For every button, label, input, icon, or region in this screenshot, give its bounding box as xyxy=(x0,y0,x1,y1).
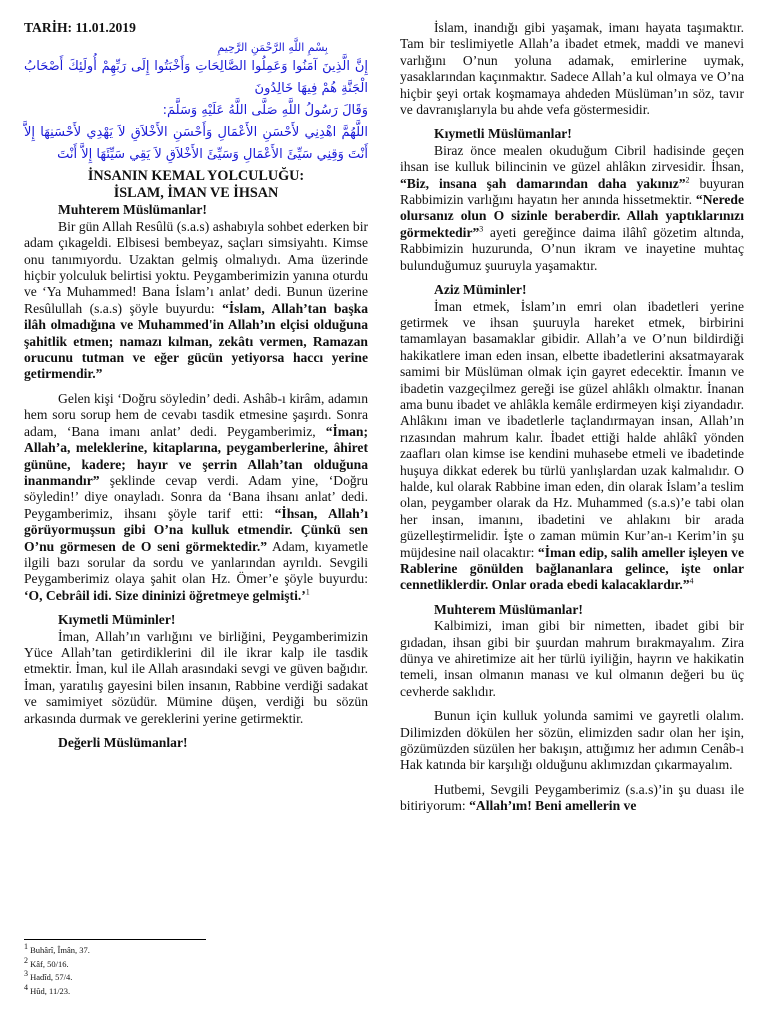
paragraph: Kalbimizi, iman gibi bir nimetten, ibadet gibi bir gıdadan, ihsan gibi bir şuurdan mahrum bırakmayalım. Zira dünya ve ahiretimize ait her türlü iyiliğin, hayrın ve hakikatin temeli, insan olmanın manası ve kul olmanın değeri bu üç cevherde saklıdır. xyxy=(400,618,744,699)
footnote: $^1$ Buhârî, Îmân, 37. xyxy=(24,942,90,955)
footnote: $^3$ Hadîd, 57/4. xyxy=(24,969,73,982)
sermon-title-line2: İSLAM, İMAN VE İHSAN xyxy=(113,185,279,202)
paragraph: Bunun için kulluk yolunda samimi ve gayretli olalım. Dilimizden dökülen her sözün, elimizden sadır olan her işin, gözümüzden süzülen her bakışın, attığımız her adımın Cenâb-ı Hak katında bir karşılığı olduğunu aklımızdan çıkarmayalım. xyxy=(400,708,744,773)
footnote-ref: 2 xyxy=(685,175,690,185)
paragraph: İslam, inandığı gibi yaşamak, imanı hayata taşımaktır. Tam bir teslimiyetle Allah’a ibadet etmek, maddi ve manevi varlığını O’nun yoluna adamak, emirlerine uymak, yasaklarından kaçınmaktır. Sadece Allah’a kul olmaya ve O’na hiçbir şeyi ortak koşmamaya ahdeden Müslüman’ın söz, tavır ve davranışlarıyla bu ahde vefa göstermesidir. xyxy=(400,20,744,118)
paragraph: Gelen kişi ‘Doğru söyledin’ dedi. Ashâb-ı kirâm, adamın hem soru sorup hem de cevabı tasdik etmesine şaşırdı. Sonra adam, ‘Bana imanı anlat’ dedi. Peygamberimiz, “İman; Allah’a, meleklerine, kitaplarına, peygamberlerine, âhiret gününe, kadere; hayır ve şerrin Allah’tan olduğuna inanmandır” şeklinde cevap verdi. Adam yine, ‘Doğru söyledin!’ diye onayladı. Sonra da ‘Bana ihsanı anlat’ dedi. Peygamberimiz, ihsanı şöyle tarif etti: “İhsan, Allah’ı görüyormuşsun gibi O’na kulluk etmendir. Çünkü sen O’nu görmesen de O seni görmektedir.” Adam, kıyametle ilgili bazı sorular da sordu ve yanlarından ayrıldı. Sevgili Peygamberimiz olaya şahit olan Hz. Ömer’e şöyle buyurdu: ‘O, Cebrâil idi. Size dininizi öğretmeye gelmişti.’$^1$ xyxy=(24,390,368,603)
paragraph: İman, Allah’ın varlığını ve birliğini, Peygamberimizin Yüce Allah’tan getirdiklerini dil ile ikrar kalp ile tasdik etmektir. İman, kul ile Allah arasındaki sevgi ve güven bağıdır. İman, yaratılış gayesini bilen insanın, Rabbine verdiği sadakat ve samimiyet sözüdür. Mümine düşen, verdiği bu sözün arkasında durmak ve gereklerini yerine getirmektir. xyxy=(24,628,368,726)
paragraph: Hutbemi, Sevgili Peygamberimiz (s.a.s)’in şu duası ile bitiriyorum: “Allah’ım! Beni amellerin ve xyxy=(400,781,744,814)
section-heading: Değerli Müslümanlar! xyxy=(58,735,188,750)
paragraph: Bir gün Allah Resûlü (s.a.s) ashabıyla sohbet ederken bir adam çıkageldi. Elbisesi bembeyaz, saçları simsiyahtı. Kimse onu tanımıyordu. Uzaktan gelmiş olmalıydı. Ama üzerinde hiçbir yolculuk belirtisi yoktu. Peygamberimizin yanına oturdu ve ‘Ya Muhammed! Bana İslam’ı anlat’ dedi. Bunun üzerine Resûlullah (s.a.s) şöyle buyurdu: “İslam, Allah’tan başka ilâh olmadığına ve Muhammed'in Allah’ın elçisi olduğuna şahitlik etmen; namazı kılman, zekâtı vermen, Ramazan orucunu tutman ve eğer gücün yetiyorsa haccı yerine getirmendir.” xyxy=(24,218,368,382)
footnotes xyxy=(24,944,324,998)
section-heading: Kıymetli Müminler! xyxy=(58,612,176,628)
sermon-date: TARİH: 11.01.2019 xyxy=(24,20,136,35)
footnote-ref: 4 xyxy=(689,576,694,586)
footnote: $^4$ Hûd, 11/23. xyxy=(24,982,71,996)
left-column xyxy=(24,20,368,751)
footnote-divider xyxy=(24,939,206,940)
arabic-basmala: بِسْمِ اللَّهِ الرَّحْمَنِ الرَّحِيمِ xyxy=(217,41,328,55)
section-heading: Muhterem Müslümanlar! xyxy=(58,202,207,218)
paragraph: Biraz önce mealen okuduğum Cibril hadisinde geçen ihsan ise kulluk bilincinin ve güzel ahlâkın zirvesidir. İhsan, “Biz, insana şah damarından daha yakınız”$^2$ buyuran Rabbimizin varlığını hayatın her anında hissetmektir. “Nerede olursanız olun O sizinle beraberdir. Allah yaptıklarınızı görmektedir”$^3$ ayeti gereğince daima ilâhî gözetim altında, Rabbimizin huzurunda, O’nun ikram ve inayetine muhtaç bulunduğumuz şuuruyla yaşamaktır. xyxy=(400,142,744,273)
footnote-ref: 1 xyxy=(305,587,310,597)
paragraph: İman etmek, İslam’ın emri olan ibadetleri yerine getirmek ve ihsan şuuruyla hareket etmek, birbirini tamamlayan basamaklar gibidir. Allah’a ve O’nun bildirdiği hakikatlere iman eden insan, elbette ibadetlerini aksatmayarak samimi bir Müslüman olmak için gayret edecektir. İmanın ve ibadetin vazgeçilmez gereği ise güzel ahlâklı olmaktır. İnanan ama bunu ibadet ve ahlâkla kemâle erdirmeyen kişi ziyandadır. Ahlâkını iman ve ibadetlerle taçlandırmayan insan, Allah’ın rızasından mahrum kalır. İbadet ettiği halde ahlâkî yönden zaafları olan kimse ise kendini muhasebe etmeli ve ibadetinde huşuya dikkat ederek bu türlü yanlışlardan uzak kalmalıdır. O halde, kul olarak Rabbine iman eden, din olarak İslam’a teslim olan, peygamber olarak da Hz. Muhammed (s.a.s)’e tabi olan her insan, imanını, ibadetini ve ahlakını bir arada güzelleştirmelidir. İşte o zaman mümin Kur’an-ı Kerim’in şu müjdesine nail olacaktır: “İman edip, salih ameller işleyen ve Rablerine gönülden bağlananlara gelince, işte onlar cennetliklerdir. Onlar orada ebedi kalacaklardır.”$^4$ xyxy=(400,298,744,593)
section-heading: Kıymetli Müslümanlar! xyxy=(434,126,572,142)
arabic-verse: إِنَّ الَّذِينَ آمَنُوا وَعَمِلُوا الصَّالِحَاتِ وَأَخْبَتُوا إِلَى رَبِّهِمْ أُولَئِكَ أَصْحَابُ الْجَنَّةِ هُمْ فِيهَا خَالِدُونَ xyxy=(24,59,368,97)
sermon-title-line1: İNSANIN KEMAL YOLCULUĞU: xyxy=(87,168,305,185)
section-heading: Muhterem Müslümanlar! xyxy=(434,601,583,617)
arabic-hadith-intro: وَقَالَ رَسُولُ اللَّهِ صَلَّى اللَّهُ عَلَيْهِ وَسَلَّمَ: xyxy=(162,103,368,119)
footnote: $^2$ Kâf, 50/16. xyxy=(24,955,69,969)
right-column xyxy=(400,20,744,815)
footnote-ref: 3 xyxy=(479,224,484,234)
arabic-dua: اللَّهُمَّ اهْدِنِي لأَحْسَنِ الأَعْمَالِ وَأَحْسَنِ الأَخْلاَقِ لاَ يَهْدِي لأَحْسَنِهَا إِلاَّ أَنْتَ وَقِنِي سَيِّئَ الأَعْمَالِ وَسَيِّئَ الأَخْلاَقِ لاَ يَقِي سَيِّئَهَا إِلاَّ أَنْتَ xyxy=(24,125,368,163)
section-heading: Aziz Müminler! xyxy=(434,282,527,298)
